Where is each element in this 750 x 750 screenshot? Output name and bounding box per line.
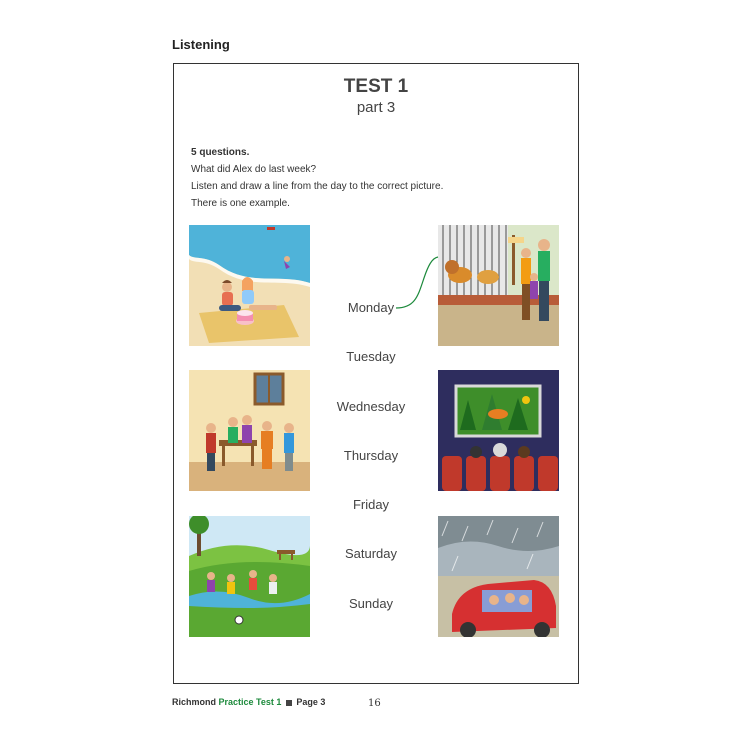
day-saturday[interactable]: Saturday (344, 546, 398, 561)
picture-park-football[interactable] (189, 516, 310, 637)
test-frame (173, 63, 579, 684)
party-illustration (189, 370, 310, 491)
picture-car-rain[interactable] (438, 516, 559, 637)
day-friday[interactable]: Friday (352, 497, 390, 512)
footer (172, 697, 325, 707)
instruction-line: What did Alex do last week? (191, 164, 317, 175)
question-count: 5 questions. (191, 147, 250, 158)
cinema-illustration (438, 370, 559, 491)
test-title: TEST 1 (343, 76, 409, 97)
test-subtitle: part 3 (356, 99, 396, 116)
footer-brand: Richmond (172, 697, 216, 707)
day-thursday[interactable]: Thursday (343, 448, 399, 463)
instructions (191, 144, 443, 212)
picture-cinema[interactable] (438, 370, 559, 491)
instruction-line: Listen and draw a line from the day to the correct picture. (191, 181, 444, 192)
page-number: 16 (368, 698, 381, 709)
park-football-illustration (189, 516, 310, 637)
instruction-line: There is one example. (191, 198, 290, 209)
day-monday[interactable]: Monday (347, 300, 395, 315)
day-sunday[interactable]: Sunday (348, 596, 394, 611)
picture-beach-picnic[interactable] (189, 225, 310, 346)
car-rain-illustration (438, 516, 559, 637)
beach-picnic-illustration (189, 225, 310, 346)
day-tuesday[interactable]: Tuesday (346, 349, 396, 364)
footer-page: Page 3 (296, 697, 326, 707)
picture-party[interactable] (189, 370, 310, 491)
section-title: Listening (172, 37, 230, 52)
picture-zoo[interactable] (438, 225, 559, 346)
footer-series: Practice Test 1 (218, 697, 282, 707)
day-wednesday[interactable]: Wednesday (336, 399, 406, 414)
zoo-illustration (438, 225, 559, 346)
square-bullet-icon (286, 700, 292, 706)
